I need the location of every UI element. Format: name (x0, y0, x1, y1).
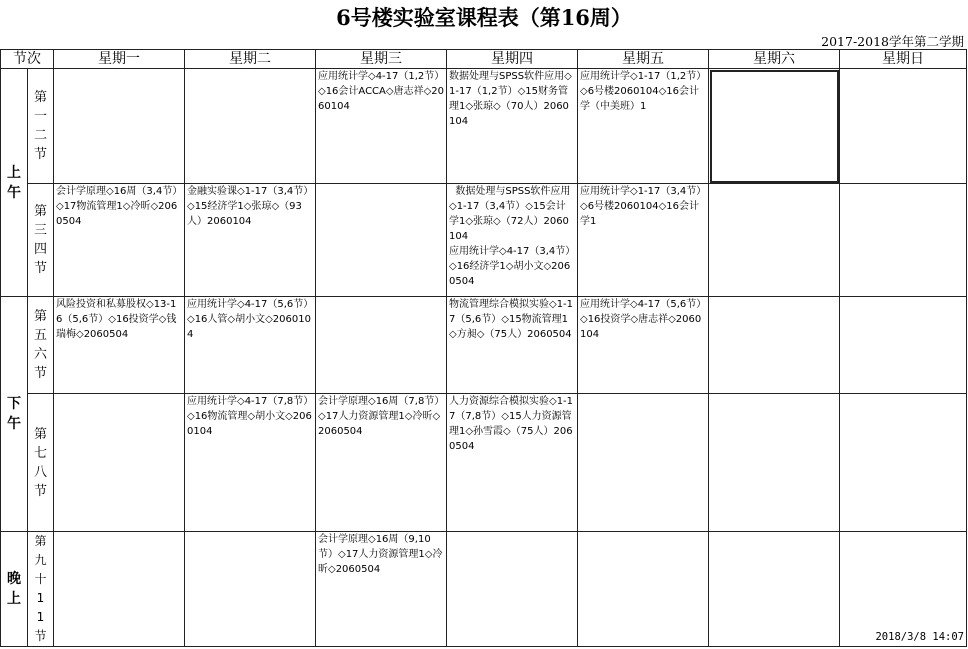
evening-text: 晚上 (7, 571, 21, 607)
schedule-cell[interactable]: 应用统计学◇4-17（1,2节）◇16会计ACCA◇唐志祥◇2060104 (316, 69, 447, 184)
period-text: 第五六节 (34, 309, 48, 381)
day-header-thu[interactable]: 星期四 (447, 50, 578, 69)
schedule-cell[interactable]: 应用统计学◇4-17（7,8节）◇16物流管理◇胡小文◇2060104 (185, 394, 316, 532)
day-header-mon[interactable]: 星期一 (54, 50, 185, 69)
schedule-cell[interactable]: 物流管理综合模拟实验◇1-17（5,6节）◇15物流管理1◇方昶◇（75人）2060504 (447, 297, 578, 394)
morning-text: 上午 (7, 164, 21, 201)
schedule-cell[interactable]: 应用统计学◇4-17（5,6节）◇16投资学◇唐志祥◇2060104 (578, 297, 709, 394)
schedule-cell[interactable] (578, 532, 709, 647)
schedule-cell[interactable]: 会计学原理◇16周（9,10节）◇17人力资源管理1◇冷昕◇2060504 (316, 532, 447, 647)
schedule-cell[interactable] (185, 69, 316, 184)
day-header-tue[interactable]: 星期二 (185, 50, 316, 69)
term-label: 2017-2018学年第二学期 (821, 34, 964, 49)
period-label (28, 184, 54, 297)
period-text: 第九十11节 (34, 534, 47, 643)
schedule-cell[interactable]: 人力资源综合模拟实验◇1-17（7,8节）◇15人力资源管理1◇孙雪霞◇（75人）2060504 (447, 394, 578, 532)
schedule-cell[interactable] (54, 69, 185, 184)
table-row (1, 69, 967, 184)
schedule-cell[interactable] (840, 184, 967, 297)
section-header: 节次 (1, 50, 54, 69)
afternoon-text: 下午 (7, 396, 21, 432)
day-header-sat[interactable]: 星期六 (709, 50, 840, 69)
table-row (1, 297, 967, 394)
table-row (1, 394, 967, 532)
schedule-cell[interactable] (840, 394, 967, 532)
schedule-cell[interactable] (185, 532, 316, 647)
period-label (28, 297, 54, 394)
period-text: 第三四节 (34, 204, 48, 276)
schedule-cell[interactable]: 会计学原理◇16周（7,8节）◇17人力资源管理1◇冷昕◇2060504 (316, 394, 447, 532)
schedule-table (0, 49, 967, 647)
schedule-cell[interactable] (578, 394, 709, 532)
schedule-cell[interactable] (54, 532, 185, 647)
schedule-cell[interactable] (447, 532, 578, 647)
schedule-cell[interactable]: 数据处理与SPSS软件应用◇1-17（3,4节）◇15会计学1◇张琼◇（72人）2060104 应用统计学◇4-17（3,4节）◇16经济学1◇胡小文◇2060504 (447, 184, 578, 297)
schedule-cell[interactable] (709, 297, 840, 394)
table-row (1, 184, 967, 297)
schedule-cell[interactable] (709, 532, 840, 647)
half-label-morning (1, 69, 28, 297)
period-label (28, 394, 54, 532)
schedule-cell[interactable]: 会计学原理◇16周（3,4节）◇17物流管理1◇冷昕◇2060504 (54, 184, 185, 297)
day-header-wed[interactable]: 星期三 (316, 50, 447, 69)
print-timestamp: 2018/3/8 14:07 (875, 631, 964, 643)
day-header-fri[interactable]: 星期五 (578, 50, 709, 69)
day-header-sun[interactable]: 星期日 (840, 50, 967, 69)
selected-cell[interactable] (709, 69, 840, 184)
schedule-cell[interactable]: 金融实验课◇1-17（3,4节）◇15经济学1◇张琼◇（93人）2060104 (185, 184, 316, 297)
schedule-cell[interactable]: 数据处理与SPSS软件应用◇1-17（1,2节）◇15财务管理1◇张琼◇（70人）2060104 (447, 69, 578, 184)
header-row (1, 50, 967, 69)
period-text: 第一二节 (34, 90, 48, 162)
schedule-cell[interactable] (840, 297, 967, 394)
schedule-cell[interactable] (840, 69, 967, 184)
schedule-cell[interactable] (316, 184, 447, 297)
table-row (1, 532, 967, 647)
schedule-cell[interactable] (316, 297, 447, 394)
schedule-cell[interactable] (709, 184, 840, 297)
page-title: 6号楼实验室课程表（第16周） (336, 4, 632, 30)
schedule-cell[interactable]: 应用统计学◇1-17（1,2节）◇6号楼2060104◇16会计学（中美班）1 (578, 69, 709, 184)
half-label-afternoon (1, 297, 28, 532)
schedule-cell[interactable]: 风险投资和私募股权◇13-16（5,6节）◇16投资学◇钱瑞梅◇2060504 (54, 297, 185, 394)
schedule-cell[interactable] (840, 532, 967, 647)
period-text: 第七八节 (34, 426, 48, 499)
schedule-cell[interactable] (709, 394, 840, 532)
period-label (28, 532, 54, 647)
schedule-cell[interactable]: 应用统计学◇1-17（3,4节）◇6号楼2060104◇16会计学1 (578, 184, 709, 297)
schedule-cell[interactable]: 应用统计学◇4-17（5,6节）◇16人管◇胡小文◇2060104 (185, 297, 316, 394)
period-label (28, 69, 54, 184)
half-label-evening (1, 532, 28, 647)
schedule-cell[interactable] (54, 394, 185, 532)
